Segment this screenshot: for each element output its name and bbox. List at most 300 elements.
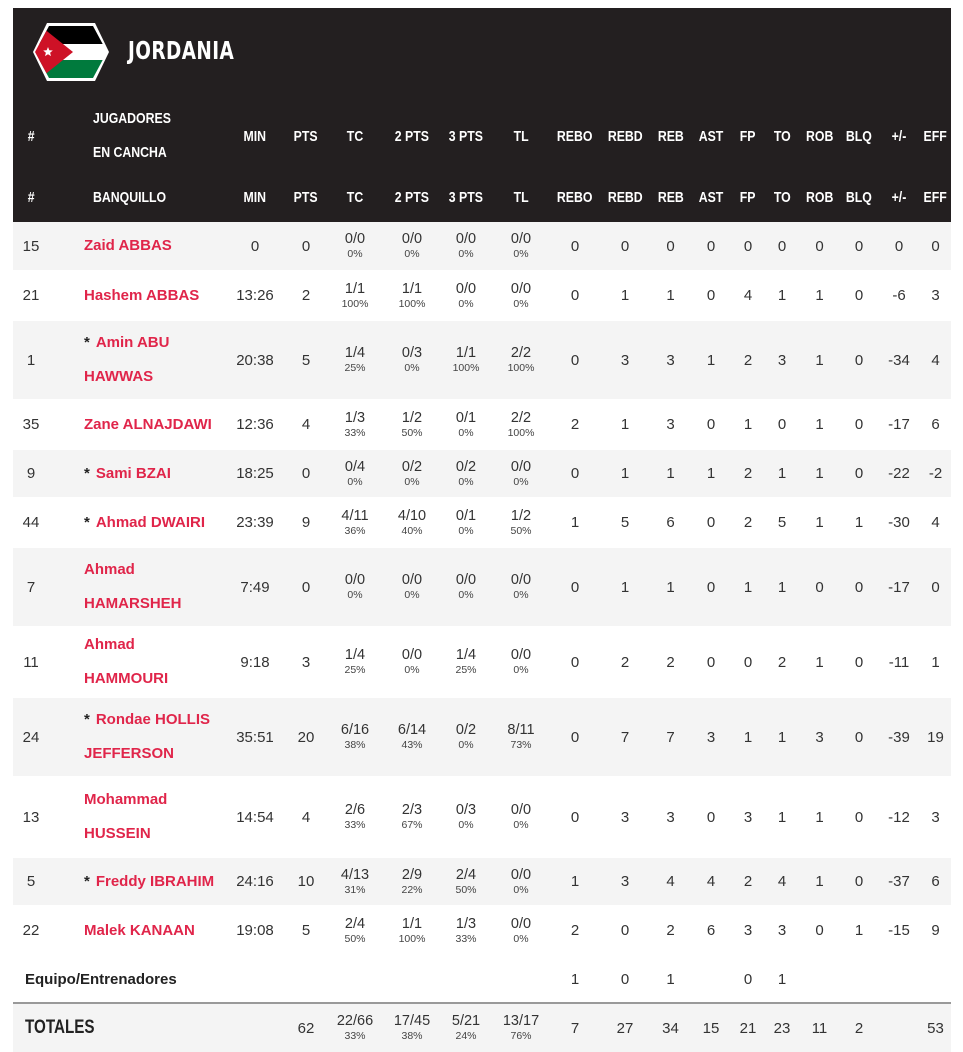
two-pointers [384,777,440,857]
two-pointers-made-attempted: 1/1 [401,915,423,932]
col-header[interactable]: +/- [891,188,907,206]
table-row [13,697,951,777]
three-pointers-made-attempted: 2/4 [455,866,477,883]
stat-eff: 9 [920,906,951,955]
points: 0 [286,449,326,498]
three-pointers-percentage: 0% [458,297,474,310]
two-pointers-percentage: 0% [404,475,420,488]
free-throws [492,222,550,271]
three-pointers-made-attempted: 1/1 [455,345,477,361]
field-goals [326,857,384,906]
col-header[interactable]: ROB [805,127,834,145]
stat-to: 1 [765,271,799,320]
stat-ast: 0 [691,627,731,697]
empty-cell [440,955,492,1003]
stat-pm: -17 [878,400,920,449]
player-name-link[interactable] [49,222,224,271]
stat-fp: 2 [731,857,765,906]
stat-to: 1 [765,697,799,777]
field-goals-made-attempted: 1/4 [344,647,366,663]
col-header[interactable]: REBO [557,127,593,145]
free-throws [492,400,550,449]
starter-marker: * [84,464,90,482]
stat-rebo: 2 [550,906,600,955]
total-rob: 11 [799,1003,840,1052]
stat-rebo: 1 [550,498,600,547]
free-throws-percentage: 0% [513,819,529,831]
total-free-throws-made-attempted: 13/17 [502,1013,540,1029]
stat-ast: 0 [691,271,731,320]
player-name: Zane ALNAJDAWI [84,415,212,433]
jersey-number: 24 [13,697,49,777]
field-goals-percentage: 31% [344,883,366,896]
jersey-number: 13 [13,777,49,857]
field-goals-made-attempted: 0/4 [344,458,366,475]
table-row [13,547,951,627]
stat-rebd: 3 [600,857,650,906]
two-pointers [384,449,440,498]
free-throws-percentage: 100% [507,426,535,439]
stat-rob: 0 [799,547,840,627]
free-throws-percentage: 50% [510,524,532,537]
free-throws-percentage: 0% [513,248,529,260]
col-header[interactable]: +/- [891,127,907,145]
free-throws-made-attempted: 0/0 [510,280,532,297]
stat-reb: 3 [650,777,691,857]
minutes: 24:16 [224,857,286,906]
stat-ast: 0 [691,222,731,271]
player-name: Ahmad HAMARSHEH [84,561,182,612]
player-name-link[interactable] [49,320,224,400]
points: 2 [286,271,326,320]
stat-rebo: 0 [550,777,600,857]
starter-marker: * [84,711,90,728]
free-throws-made-attempted: 0/0 [510,458,532,475]
empty-cell [492,955,550,1003]
stat-reb: 2 [650,627,691,697]
stat-eff: 1 [920,627,951,697]
stat-pm: -11 [878,627,920,697]
stat-ast: 0 [691,498,731,547]
free-throws-made-attempted: 8/11 [507,722,535,738]
field-goals [326,547,384,627]
player-name-link[interactable] [49,627,224,697]
player-rows [13,222,951,1052]
jersey-number: 11 [13,627,49,697]
minutes: 18:25 [224,449,286,498]
stat-rebo: 1 [550,857,600,906]
stat-reb: 3 [650,320,691,400]
stat-ast: 1 [691,320,731,400]
total-eff: 53 [920,1003,951,1052]
player-name-link[interactable] [49,400,224,449]
field-goals-percentage: 25% [344,664,366,676]
table-row [13,400,951,449]
col-header[interactable]: FP [740,127,756,145]
stat-fp: 3 [731,906,765,955]
col-header[interactable]: 2 PTS [394,188,430,206]
table-row [13,777,951,857]
player-name: Mohammad HUSSEIN [84,791,168,842]
table-row [13,449,951,498]
col-header[interactable]: PTS [294,127,318,145]
player-name: Freddy IBRAHIM [95,872,215,890]
stat-eff: -2 [920,449,951,498]
total-field-goals-made-attempted: 22/66 [336,1013,374,1029]
two-pointers [384,906,440,955]
free-throws-percentage: 0% [513,664,529,676]
stat-rob: 1 [799,400,840,449]
empty-cell [878,955,920,1003]
three-pointers [440,449,492,498]
stat-rebd: 1 [600,449,650,498]
stat-eff: 4 [920,320,951,400]
header-row-bench [13,172,951,222]
field-goals-made-attempted: 2/4 [344,915,366,932]
jersey-number: 44 [13,498,49,547]
stat-blq: 0 [840,222,878,271]
col-header[interactable]: TL [513,188,529,206]
three-pointers-made-attempted: 0/0 [455,572,477,588]
two-pointers-made-attempted: 1/2 [401,409,423,426]
two-pointers-made-attempted: 0/0 [401,647,423,663]
free-throws-percentage: 0% [513,475,529,488]
stat-fp: 1 [731,697,765,777]
stat-reb: 7 [650,697,691,777]
stat-pm: -6 [878,271,920,320]
player-name: Sami BZAI [95,464,171,482]
player-name: Ahmad DWAIRI [95,513,206,531]
two-pointers-percentage: 50% [401,426,423,439]
two-pointers-made-attempted: 0/0 [401,231,423,247]
stat-rebo: 0 [550,449,600,498]
col-header[interactable]: # [27,127,35,145]
stat-blq: 0 [840,400,878,449]
minutes: 35:51 [224,697,286,777]
total-fp: 21 [731,1003,765,1052]
field-goals-percentage: 50% [344,932,366,945]
stat-ast: 4 [691,857,731,906]
three-pointers [440,400,492,449]
two-pointers-made-attempted: 2/9 [401,866,423,883]
total-reb: 34 [650,1003,691,1052]
totals-row [13,1003,951,1052]
stat-rob: 1 [799,857,840,906]
stat-rob: 0 [799,222,840,271]
col-header[interactable]: REB [657,188,684,206]
field-goals-percentage: 25% [344,362,366,374]
player-name-link[interactable] [49,697,224,777]
points: 5 [286,906,326,955]
field-goals [326,222,384,271]
free-throws-made-attempted: 0/0 [510,915,532,932]
free-throws-percentage: 0% [513,589,529,601]
minutes: 13:26 [224,271,286,320]
field-goals-made-attempted: 1/1 [344,280,366,297]
free-throws-made-attempted: 0/0 [510,647,532,663]
two-pointers-made-attempted: 0/2 [401,458,423,475]
free-throws [492,320,550,400]
field-goals [326,320,384,400]
col-header[interactable]: JUGADORES EN CANCHA [93,110,171,161]
free-throws [492,627,550,697]
table-row [13,271,951,320]
stat-reb: 1 [650,271,691,320]
minutes: 12:36 [224,400,286,449]
team-rebd: 0 [600,955,650,1003]
col-header[interactable]: REBO [557,188,593,206]
stat-eff: 0 [920,547,951,627]
player-name-link[interactable] [49,547,224,627]
col-header[interactable]: PTS [294,188,318,206]
three-pointers-made-attempted: 0/1 [455,409,477,426]
points: 4 [286,400,326,449]
stat-blq: 0 [840,627,878,697]
table-row [13,222,951,271]
field-goals-made-attempted: 1/4 [344,345,366,361]
stat-ast: 1 [691,449,731,498]
total-points: 62 [286,1003,326,1052]
free-throws [492,906,550,955]
field-goals-percentage: 33% [344,426,366,439]
three-pointers-percentage: 0% [458,475,474,488]
field-goals [326,449,384,498]
three-pointers-percentage: 0% [458,248,474,260]
player-name-link[interactable] [49,449,224,498]
three-pointers [440,271,492,320]
col-header[interactable]: EFF [923,188,948,206]
free-throws-made-attempted: 0/0 [510,231,532,247]
field-goals-percentage: 0% [347,248,363,260]
stat-rebd: 1 [600,547,650,627]
stat-rebo: 0 [550,320,600,400]
total-field-goals-percentage: 33% [344,1030,366,1042]
stat-fp: 3 [731,777,765,857]
three-pointers-percentage: 0% [458,426,474,439]
stat-eff: 6 [920,400,951,449]
starter-marker: * [84,513,90,531]
jersey-number: 5 [13,857,49,906]
table-row [13,857,951,906]
stat-eff: 4 [920,498,951,547]
total-rebo: 7 [550,1003,600,1052]
stat-pm: -15 [878,906,920,955]
two-pointers-made-attempted: 0/3 [401,345,423,361]
free-throws [492,857,550,906]
totals-label-text: TOTALES [25,1017,95,1038]
empty-cell [224,955,286,1003]
stat-reb: 2 [650,906,691,955]
two-pointers-made-attempted: 0/0 [401,572,423,588]
free-throws [492,777,550,857]
col-header[interactable]: TO [773,188,791,206]
points: 0 [286,547,326,627]
col-header[interactable]: AST [698,188,724,206]
stat-reb: 4 [650,857,691,906]
field-goals-percentage: 33% [344,819,366,831]
field-goals [326,498,384,547]
player-name-link[interactable] [49,857,224,906]
col-header[interactable]: BANQUILLO [93,188,167,206]
col-header[interactable]: REB [657,127,684,145]
stat-fp: 2 [731,320,765,400]
minutes: 20:38 [224,320,286,400]
header-row-on-court [13,100,951,172]
stat-pm: -22 [878,449,920,498]
col-header[interactable]: FP [740,188,756,206]
col-header[interactable]: 3 PTS [448,188,484,206]
col-header[interactable]: 2 PTS [394,127,430,145]
stat-rebd: 1 [600,400,650,449]
field-goals-made-attempted: 4/11 [341,507,369,524]
free-throws-made-attempted: 0/0 [510,572,532,588]
jersey-number: 22 [13,906,49,955]
free-throws-percentage: 73% [510,739,532,751]
three-pointers-percentage: 100% [452,362,480,374]
col-header[interactable]: 3 PTS [448,127,484,145]
two-pointers [384,857,440,906]
free-throws-made-attempted: 1/2 [510,507,532,524]
stat-blq: 0 [840,857,878,906]
stat-blq: 0 [840,777,878,857]
field-goals-percentage: 38% [344,739,366,751]
three-pointers-percentage: 0% [458,524,474,537]
stat-fp: 2 [731,449,765,498]
two-pointers-percentage: 0% [404,589,420,601]
two-pointers-percentage: 0% [404,248,420,260]
minutes: 9:18 [224,627,286,697]
team-coaches-label: Equipo/Entrenadores [13,955,224,1003]
field-goals [326,906,384,955]
col-header[interactable]: REBD [607,127,643,145]
stat-reb: 0 [650,222,691,271]
empty-cell [224,1003,286,1052]
player-name: Rondae HOLLIS JEFFERSON [84,711,211,762]
two-pointers-made-attempted: 6/14 [397,722,427,738]
free-throws [492,547,550,627]
total-two-pointers-made-attempted: 17/45 [393,1013,431,1029]
field-goals [326,777,384,857]
two-pointers [384,547,440,627]
col-header[interactable]: REBD [607,188,643,206]
stat-to: 3 [765,906,799,955]
three-pointers-made-attempted: 1/3 [455,915,477,932]
free-throws [492,697,550,777]
col-header[interactable]: ROB [805,188,834,206]
stat-pm: -17 [878,547,920,627]
free-throws [492,271,550,320]
col-header[interactable]: TC [346,188,364,206]
player-name-link[interactable] [49,777,224,857]
stat-reb: 3 [650,400,691,449]
stat-pm: -34 [878,320,920,400]
stat-rob: 1 [799,271,840,320]
col-header[interactable]: TO [773,127,791,145]
col-header[interactable]: # [27,188,35,206]
stat-fp: 1 [731,547,765,627]
col-header[interactable]: EFF [923,127,948,145]
free-throws-percentage: 100% [507,362,535,374]
col-header[interactable]: MIN [243,127,267,145]
stat-to: 0 [765,400,799,449]
total-blq: 2 [840,1003,878,1052]
stat-blq: 0 [840,449,878,498]
free-throws [492,449,550,498]
total-three-pointers [440,1003,492,1052]
two-pointers [384,271,440,320]
two-pointers-made-attempted: 4/10 [397,507,427,524]
stat-rebd: 3 [600,320,650,400]
three-pointers [440,547,492,627]
minutes: 14:54 [224,777,286,857]
field-goals-made-attempted: 1/3 [344,409,366,426]
minutes: 23:39 [224,498,286,547]
stat-rob: 1 [799,777,840,857]
jersey-number: 15 [13,222,49,271]
col-header[interactable]: AST [698,127,724,145]
stat-to: 3 [765,320,799,400]
player-name: Malek KANAAN [84,921,195,939]
jersey-number: 21 [13,271,49,320]
player-name-link[interactable] [49,271,224,320]
stat-rebd: 1 [600,271,650,320]
empty-cell [920,955,951,1003]
stat-rob: 1 [799,320,840,400]
stat-rebo: 0 [550,627,600,697]
col-header[interactable]: BLQ [846,127,872,145]
empty-cell [326,955,384,1003]
stat-reb: 1 [650,449,691,498]
free-throws-percentage: 0% [513,297,529,310]
minutes: 7:49 [224,547,286,627]
col-header[interactable]: TL [513,127,529,145]
stat-pm: -30 [878,498,920,547]
col-header[interactable]: MIN [243,188,267,206]
col-header[interactable]: BLQ [846,188,872,206]
stat-ast: 0 [691,547,731,627]
stat-rob: 0 [799,906,840,955]
stat-pm: 0 [878,222,920,271]
three-pointers-percentage: 25% [455,664,477,676]
team-header [13,8,951,100]
total-two-pointers-percentage: 38% [401,1030,423,1042]
player-name: Amin ABU HAWWAS [84,334,170,385]
stat-pm: -37 [878,857,920,906]
points: 0 [286,222,326,271]
points: 9 [286,498,326,547]
three-pointers [440,777,492,857]
col-header[interactable]: TC [346,127,364,145]
total-pm [878,1003,920,1052]
stat-rob: 1 [799,498,840,547]
empty-cell [384,955,440,1003]
team-rebo: 1 [550,955,600,1003]
jersey-number: 7 [13,547,49,627]
stat-rebd: 5 [600,498,650,547]
points: 5 [286,320,326,400]
two-pointers [384,498,440,547]
empty-cell [286,955,326,1003]
field-goals [326,271,384,320]
two-pointers-percentage: 0% [404,362,420,374]
player-name-link[interactable] [49,906,224,955]
two-pointers [384,627,440,697]
team-fp: 0 [731,955,765,1003]
team-to: 1 [765,955,799,1003]
table-row [13,627,951,697]
player-name-link[interactable] [49,498,224,547]
two-pointers-percentage: 67% [401,819,423,831]
